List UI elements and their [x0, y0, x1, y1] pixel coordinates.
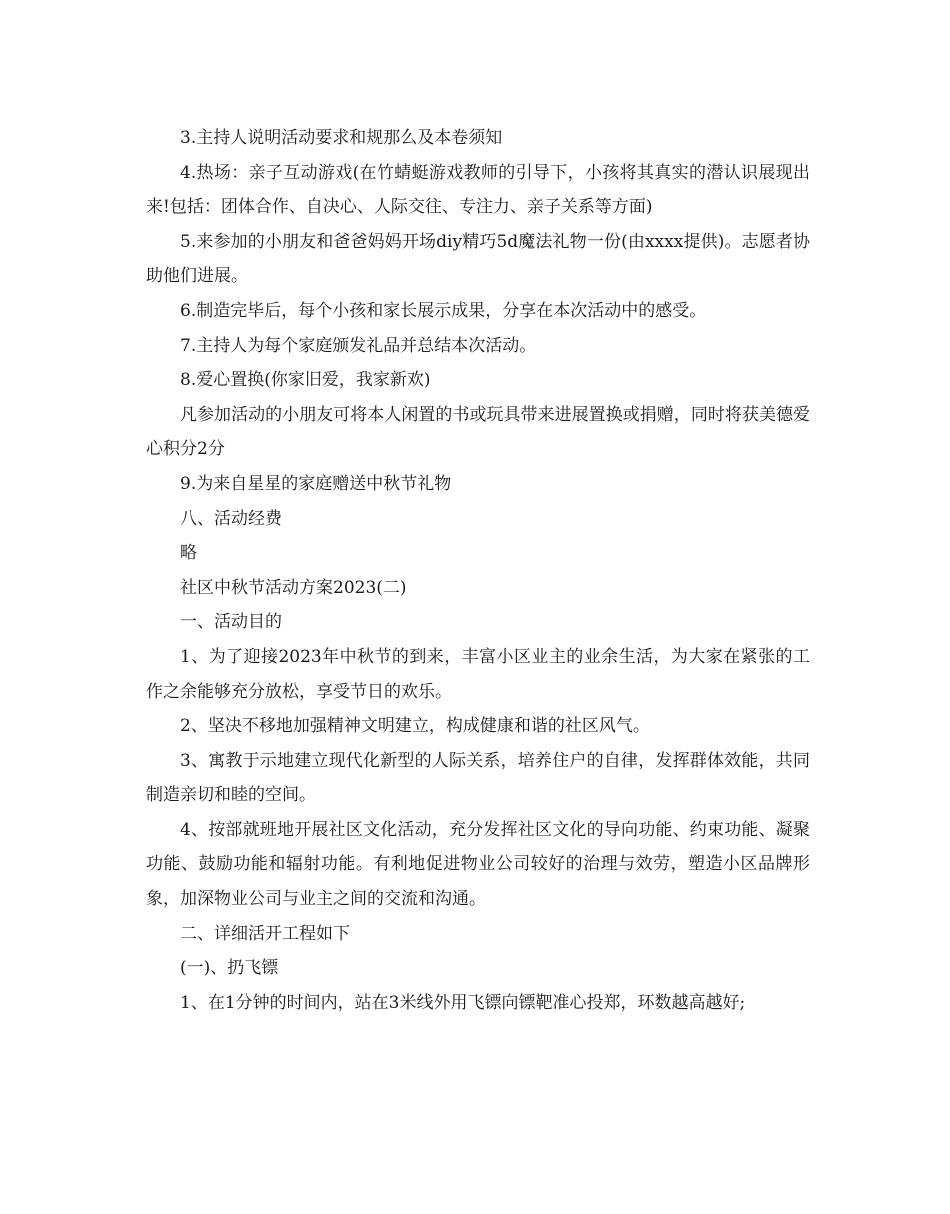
- paragraph-item-7: 7.主持人为每个家庭颁发礼品并总结本次活动。: [180, 335, 537, 356]
- paragraph-budget-omitted: 略: [180, 543, 197, 564]
- subsection-heading-darts: (一)、扔飞镖: [180, 958, 279, 979]
- paragraph-purpose-4: 4、按部就班地开展社区文化活动，充分发挥社区文化的导向功能、约束功能、凝聚功能、鼓励功能和辐射功能。有利地促进物业公司较好的治理与效劳，塑造小区品牌形象，加深物业公司与业主之间的交流和沟通。: [146, 819, 810, 910]
- paragraph-item-3: 3.主持人说明活动要求和规那么及本卷须知: [180, 128, 503, 148]
- paragraph-item-4: 4.热场：亲子互动游戏(在竹蜻蜓游戏教师的引导下，小孩将其真实的潜认识展现出来!包括：团体合作、自决心、人际交往、专注力、亲子关系等方面): [146, 162, 810, 218]
- document-body: [146, 121, 810, 1020]
- paragraph-item-8: 8.爱心置换(你家旧爱，我家新欢): [180, 370, 431, 391]
- section-heading-projects: 二、详细活开工程如下: [180, 923, 350, 944]
- paragraph-darts-rule-1: 1、在1分钟的时间内，站在3米线外用飞镖向镖靶准心投郑，环数越高越好;: [180, 992, 746, 1013]
- paragraph-purpose-3: 3、寓教于示地建立现代化新型的人际关系，培养住户的自律，发挥群体效能，共同制造亲切和睦的空间。: [146, 750, 810, 806]
- paragraph-purpose-2: 2、坚决不移地加强精神文明建立，构成健康和谐的社区风气。: [180, 716, 650, 737]
- paragraph-purpose-1: 1、为了迎接2023年中秋节的到来，丰富小区业主的业余生活，为大家在紧张的工作之余能够充分放松，享受节日的欢乐。: [146, 646, 810, 702]
- section-heading-purpose: 一、活动目的: [180, 612, 282, 633]
- document-title-part-two: 社区中秋节活动方案2023(二): [180, 577, 407, 598]
- paragraph-item-9: 9.为来自星星的家庭赠送中秋节礼物: [180, 473, 452, 494]
- paragraph-item-6: 6.制造完毕后，每个小孩和家长展示成果，分享在本次活动中的感受。: [180, 300, 707, 321]
- paragraph-item-5: 5.来参加的小朋友和爸爸妈妈开场diy精巧5d魔法礼物一份(由xxxx提供)。志愿者协助他们进展。: [146, 231, 810, 287]
- paragraph-exchange-rule: 凡参加活动的小朋友可将本人闲置的书或玩具带来进展置换或捐赠，同时将获美德爱心积分2分: [146, 404, 810, 460]
- section-heading-budget: 八、活动经费: [180, 508, 282, 529]
